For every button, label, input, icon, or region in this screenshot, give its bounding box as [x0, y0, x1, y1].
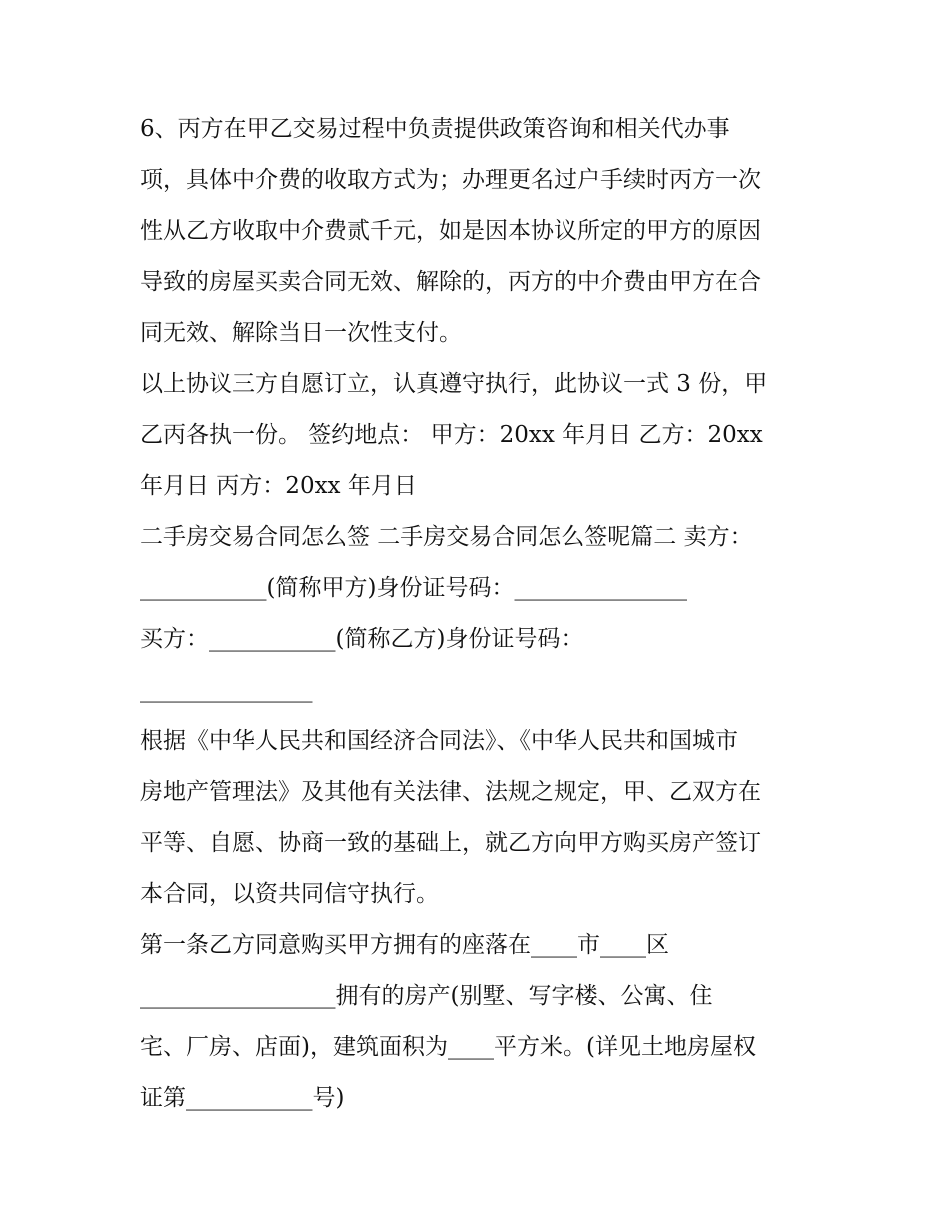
text-line: 本合同，以资共同信守执行。 — [140, 881, 439, 907]
document-body — [140, 104, 830, 1124]
text-line: _______________ — [140, 677, 313, 703]
text-line: 证第___________号) — [140, 1085, 345, 1111]
text-line: 以上协议三方自愿订立，认真遵守执行，此协议一式 3 份，甲 — [140, 371, 768, 397]
text-line: _________________拥有的房产(别墅、写字楼、公寓、住 — [140, 983, 713, 1009]
text-line: ___________(简称甲方)身份证号码：_______________ — [140, 575, 687, 601]
text-line: 根据《中华人民共和国经济合同法》、《中华人民共和国城市 — [140, 728, 738, 754]
text-line: 导致的房屋买卖合同无效、解除的，丙方的中介费由甲方在合 — [140, 269, 761, 295]
text-line: 平等、自愿、协商一致的基础上，就乙方向甲方购买房产签订 — [140, 830, 761, 856]
text-line: 乙丙各执一份。 签约地点： 甲方：20xx 年月日 乙方：20xx — [140, 422, 763, 448]
text-line: 房地产管理法》及其他有关法律、法规之规定，甲、乙双方在 — [140, 779, 761, 805]
text-line: 年月日 丙方：20xx 年月日 — [140, 473, 417, 499]
text-line: 第一条乙方同意购买甲方拥有的座落在____市____区 — [140, 932, 669, 958]
text-line: 性从乙方收取中介费贰千元，如是因本协议所定的甲方的原因 — [140, 218, 761, 244]
text-line: 二手房交易合同怎么签 二手房交易合同怎么签呢篇二 卖方： — [140, 524, 753, 550]
text-line: 同无效、解除当日一次性支付。 — [140, 320, 462, 346]
text-line: 项，具体中介费的收取方式为；办理更名过户手续时丙方一次 — [140, 167, 761, 193]
text-line: 宅、厂房、店面)，建筑面积为____平方米。(详见土地房屋权 — [140, 1034, 756, 1060]
text-line: 买方：___________(简称乙方)身份证号码： — [140, 626, 584, 652]
text-line: 6、丙方在甲乙交易过程中负责提供政策咨询和相关代办事 — [140, 116, 730, 142]
